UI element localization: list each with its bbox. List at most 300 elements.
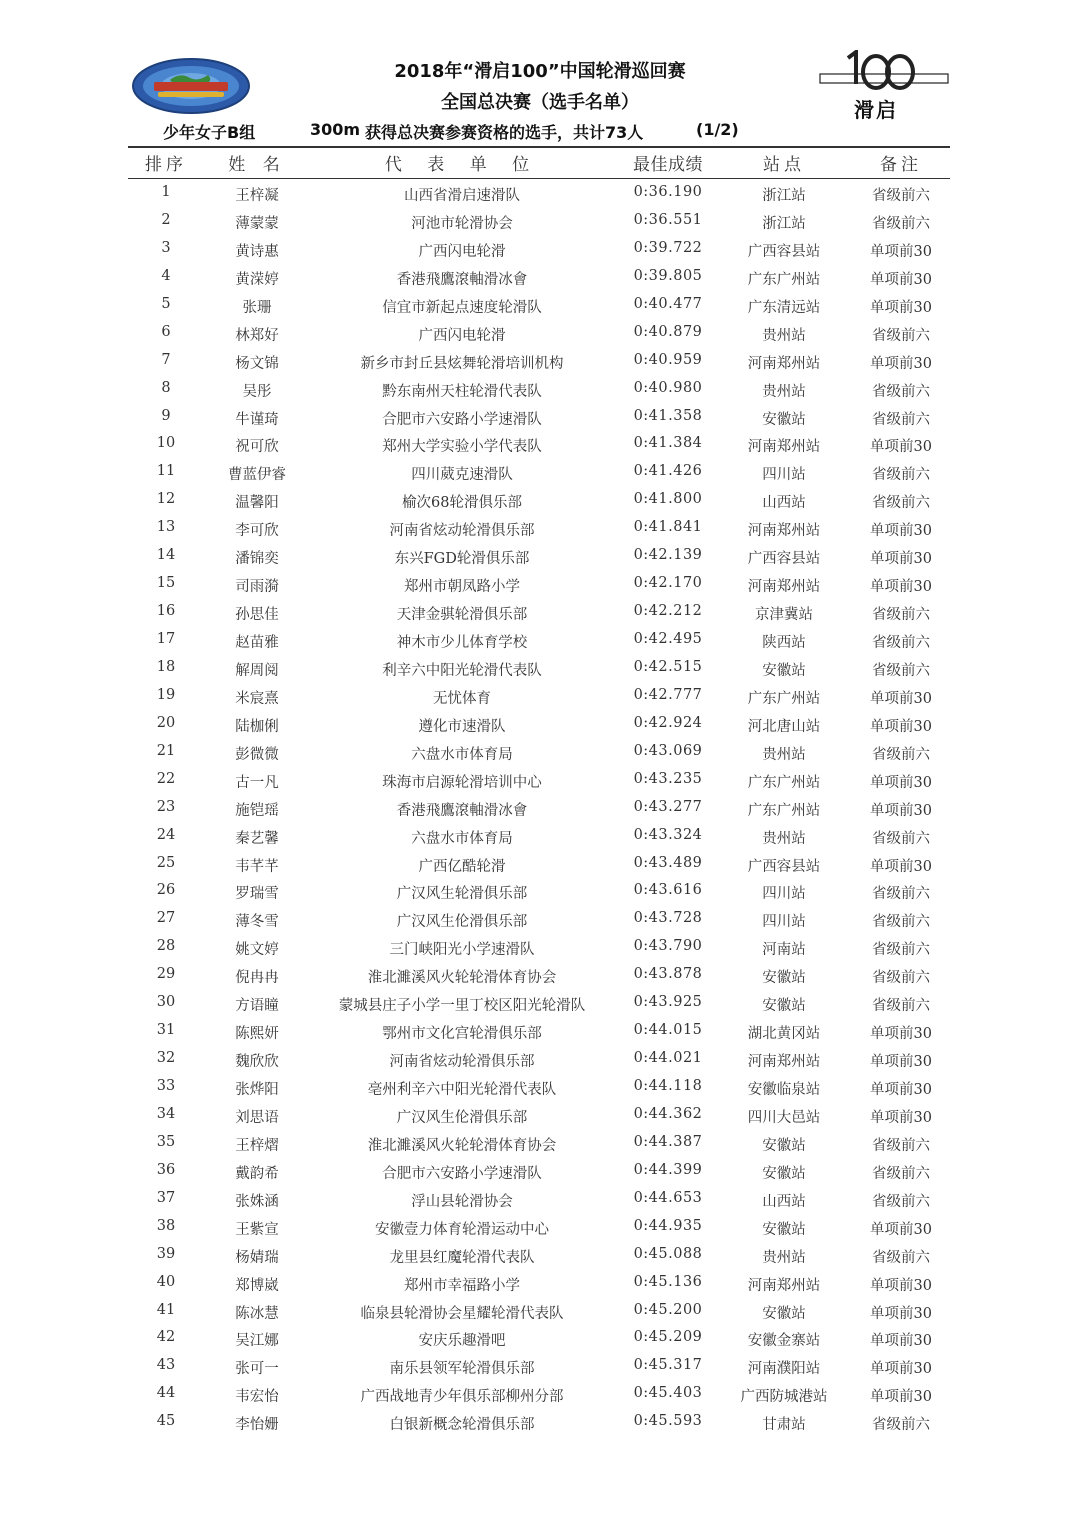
row-athlete-name: 黄溁婷 [235,271,279,288]
row-note: 单项前30 [870,1082,932,1098]
row-note: 单项前30 [870,523,932,540]
row-station: 河南郑州站 [747,523,821,540]
row-rank: 2 [161,211,171,228]
row-rank: 5 [161,295,171,312]
row-best-time: 0:45.403 [633,1385,703,1402]
table-row [0,264,1080,292]
row-best-time: 0:45.200 [633,1301,703,1318]
row-station: 四川站 [762,467,806,484]
row-team-unit: 郑州市朝凤路小学 [404,579,520,596]
row-station: 广西容县站 [747,243,821,260]
row-team-unit: 郑州市幸福路小学 [404,1277,520,1294]
row-athlete-name: 米宸熹 [235,690,279,707]
group-label: 少年女子B组 [163,123,256,142]
row-station: 四川站 [762,886,806,903]
row-station: 河南郑州站 [747,1277,821,1294]
row-team-unit: 临泉县轮滑协会星耀轮滑代表队 [360,1305,564,1322]
row-team-unit: 白银新概念轮滑俱乐部 [389,1417,535,1434]
header-top-divider [128,146,950,148]
row-best-time: 0:41.384 [633,435,703,452]
row-note: 省级前六 [872,886,930,903]
table-row [0,851,1080,879]
row-rank: 17 [156,631,176,647]
row-team-unit: 合肥市六安路小学速滑队 [382,1165,542,1182]
row-athlete-name: 黄诗惠 [235,243,279,260]
table-row [0,180,1080,208]
row-best-time: 0:41.426 [633,463,703,480]
row-note: 省级前六 [872,495,930,512]
row-station: 安徽站 [762,998,806,1015]
row-best-time: 0:45.088 [633,1245,703,1262]
row-rank: 13 [156,519,176,536]
row-best-time: 0:44.653 [633,1189,703,1206]
page-title: 2018年“滑启100”中国轮滑巡回赛 [394,61,686,82]
table-row [0,1409,1080,1437]
row-note: 单项前30 [870,243,932,260]
row-best-time: 0:41.841 [633,519,703,536]
row-best-time: 0:40.980 [633,379,703,396]
table-row [0,795,1080,823]
row-team-unit: 河池市轮滑协会 [411,215,513,232]
column-header-rank: 排序 [145,155,187,175]
row-station: 河南濮阳站 [747,1361,821,1378]
row-best-time: 0:44.118 [633,1078,703,1094]
row-station: 河南郑州站 [747,355,821,372]
row-station: 山西站 [762,495,806,512]
row-note: 单项前30 [870,858,932,875]
table-row [0,627,1080,655]
row-note: 省级前六 [872,215,930,232]
row-note: 省级前六 [872,942,930,959]
row-rank: 31 [156,1022,176,1039]
row-note: 省级前六 [872,970,930,987]
row-team-unit: 合肥市六安路小学速滑队 [382,411,542,428]
row-best-time: 0:42.495 [633,631,703,647]
row-team-unit: 神木市少儿体育学校 [396,635,528,651]
row-note: 单项前30 [870,1389,932,1406]
row-station: 四川站 [762,914,806,931]
row-athlete-name: 孙思佳 [235,607,279,624]
row-best-time: 0:44.021 [633,1050,703,1067]
row-station: 广东广州站 [747,802,821,819]
row-best-time: 0:43.277 [633,798,703,815]
table-header [0,150,1080,176]
table-row [0,1186,1080,1214]
row-station: 贵州站 [762,746,806,763]
row-athlete-name: 方语瞳 [235,998,279,1015]
row-team-unit: 遵化市速滑队 [418,718,506,735]
row-best-time: 0:43.790 [633,938,703,955]
row-team-unit: 四川葳克速滑队 [411,467,513,484]
row-note: 单项前30 [870,1221,932,1238]
row-station: 河南郑州站 [747,579,821,596]
row-note: 单项前30 [870,1109,932,1126]
row-rank: 37 [156,1189,176,1206]
row-note: 省级前六 [872,188,930,204]
row-station: 安徽站 [762,970,806,987]
row-athlete-name: 王梓熠 [235,1137,279,1154]
row-station: 安徽临泉站 [747,1082,821,1098]
row-athlete-name: 姚文婷 [235,942,279,959]
row-rank: 19 [156,686,176,703]
row-best-time: 0:44.935 [633,1217,703,1234]
row-rank: 12 [156,491,176,508]
row-note: 单项前30 [870,579,932,596]
row-rank: 41 [156,1301,176,1318]
row-best-time: 0:42.212 [633,603,703,620]
row-athlete-name: 祝可欣 [235,439,279,456]
row-rank: 25 [156,854,176,871]
row-note: 单项前30 [870,271,932,288]
row-rank: 1 [161,184,171,200]
row-note: 单项前30 [870,439,932,456]
row-rank: 34 [156,1105,176,1122]
row-athlete-name: 温馨阳 [235,495,279,512]
table-row [0,292,1080,320]
row-note: 单项前30 [870,1054,932,1071]
row-athlete-name: 潘锦奕 [235,551,279,568]
row-station: 安徽站 [762,411,806,428]
row-note: 省级前六 [872,327,930,344]
row-team-unit: 龙里县红魔轮滑代表队 [389,1249,535,1266]
row-rank: 3 [161,239,171,256]
row-station: 山西站 [762,1193,806,1210]
table-row [0,1325,1080,1353]
row-note: 省级前六 [872,746,930,763]
row-best-time: 0:44.399 [633,1161,703,1178]
row-note: 省级前六 [872,1165,930,1182]
row-note: 单项前30 [870,551,932,568]
row-team-unit: 榆次68轮滑俱乐部 [402,495,522,512]
table-row [0,459,1080,487]
row-athlete-name: 彭微微 [235,746,279,763]
row-team-unit: 新乡市封丘县炫舞轮滑培训机构 [360,355,564,372]
row-best-time: 0:40.879 [633,323,703,340]
row-rank: 38 [156,1217,176,1234]
table-row [0,571,1080,599]
row-athlete-name: 王紫宣 [235,1221,279,1238]
row-note: 单项前30 [870,355,932,372]
row-athlete-name: 李怡姗 [235,1417,279,1434]
row-station: 广东广州站 [747,690,821,707]
table-row [0,320,1080,348]
row-rank: 7 [161,351,171,368]
row-athlete-name: 韦宏怡 [235,1389,279,1406]
column-header-note: 备注 [880,155,922,175]
row-athlete-name: 陆枷俐 [235,718,279,735]
row-best-time: 0:42.515 [633,658,703,675]
row-team-unit: 黔东南州天柱轮滑代表队 [382,383,542,400]
athlete-table-body [0,180,1080,1437]
row-rank: 29 [156,966,176,983]
table-row [0,515,1080,543]
row-athlete-name: 解周阅 [235,662,279,679]
row-athlete-name: 林郑好 [235,327,279,344]
row-team-unit: 亳州利辛六中阳光轮滑代表队 [367,1082,557,1098]
table-row [0,1046,1080,1074]
row-note: 单项前30 [870,690,932,707]
table-row [0,990,1080,1018]
row-athlete-name: 李可欣 [235,523,279,540]
row-station: 贵州站 [762,327,806,344]
row-team-unit: 鄂州市文化宫轮滑俱乐部 [382,1026,542,1043]
row-station: 浙江站 [762,188,806,204]
row-athlete-name: 张烨阳 [235,1082,279,1098]
row-station: 安徽站 [762,1137,806,1154]
table-row [0,711,1080,739]
row-athlete-name: 吴彤 [242,383,272,400]
row-best-time: 0:40.477 [633,295,703,312]
row-station: 安徽站 [762,1305,806,1322]
row-team-unit: 信宜市新起点速度轮滑队 [382,299,542,316]
row-rank: 45 [156,1413,176,1430]
row-team-unit: 南乐县领军轮滑俱乐部 [389,1361,535,1378]
table-row [0,1353,1080,1381]
row-rank: 14 [156,547,176,564]
row-rank: 11 [156,463,176,480]
row-athlete-name: 薄冬雪 [235,914,279,931]
row-best-time: 0:43.489 [633,854,703,871]
row-best-time: 0:36.551 [633,211,703,228]
row-athlete-name: 牛谨琦 [235,411,279,428]
table-row [0,348,1080,376]
row-best-time: 0:42.170 [633,575,703,592]
row-note: 省级前六 [872,383,930,400]
header-bottom-divider [128,178,950,179]
row-note: 省级前六 [872,662,930,679]
row-rank: 20 [156,714,176,731]
table-row [0,1018,1080,1046]
row-best-time: 0:43.324 [633,826,703,843]
row-rank: 39 [156,1245,176,1262]
row-team-unit: 天津金骐轮滑俱乐部 [396,607,528,624]
row-rank: 15 [156,575,176,592]
row-station: 广东广州站 [747,774,821,791]
row-athlete-name: 张可一 [235,1361,279,1378]
row-best-time: 0:39.805 [633,267,703,284]
row-team-unit: 三门峡阳光小学速滑队 [389,942,535,959]
row-station: 陕西站 [762,635,806,651]
page-indicator: (1/2) [696,120,739,139]
table-row [0,1130,1080,1158]
row-note: 省级前六 [872,635,930,651]
row-note: 单项前30 [870,1026,932,1043]
table-row [0,906,1080,934]
row-note: 省级前六 [872,914,930,931]
row-athlete-name: 韦芊芊 [235,858,279,875]
table-row [0,404,1080,432]
row-note: 单项前30 [870,718,932,735]
row-best-time: 0:42.924 [633,714,703,731]
row-athlete-name: 赵苗雅 [235,635,279,651]
skate-brand-emblem-icon [818,50,950,94]
row-best-time: 0:40.959 [633,351,703,368]
row-rank: 8 [161,379,171,396]
row-team-unit: 广汉风生轮滑俱乐部 [396,886,528,903]
row-rank: 43 [156,1357,176,1374]
row-station: 河南郑州站 [747,439,821,456]
table-row [0,934,1080,962]
row-team-unit: 珠海市启源轮滑培训中心 [382,774,542,791]
row-athlete-name: 倪冉冉 [235,970,279,987]
row-station: 贵州站 [762,383,806,400]
table-row [0,1270,1080,1298]
row-athlete-name: 曹蓝伊睿 [228,467,286,484]
column-header-unit: 代 表 单 位 [384,155,540,175]
row-team-unit: 利辛六中阳光轮滑代表队 [382,662,542,679]
row-athlete-name: 戴韵希 [235,1165,279,1182]
row-note: 单项前30 [870,774,932,791]
row-rank: 27 [156,910,176,927]
table-row [0,1214,1080,1242]
row-rank: 44 [156,1385,176,1402]
row-rank: 18 [156,658,176,675]
row-team-unit: 淮北濉溪风火轮轮滑体育协会 [367,1137,557,1154]
row-rank: 28 [156,938,176,955]
row-athlete-name: 吴江娜 [235,1333,279,1350]
row-best-time: 0:36.190 [633,184,703,200]
column-header-name: 姓 名 [228,155,286,175]
row-athlete-name: 郑博崴 [235,1277,279,1294]
row-rank: 36 [156,1161,176,1178]
table-row [0,1158,1080,1186]
row-athlete-name: 张珊 [242,299,272,316]
row-station: 河南站 [762,942,806,959]
row-best-time: 0:43.925 [633,994,703,1011]
row-station: 河北唐山站 [747,718,821,735]
row-team-unit: 浮山县轮滑协会 [411,1193,513,1210]
row-note: 单项前30 [870,802,932,819]
row-team-unit: 安庆乐趣滑吧 [418,1333,506,1350]
row-team-unit: 广西闪电轮滑 [418,243,506,260]
row-athlete-name: 薄蒙蒙 [235,215,279,232]
table-row [0,1074,1080,1102]
row-team-unit: 河南省炫动轮滑俱乐部 [389,523,535,540]
row-note: 省级前六 [872,607,930,624]
row-team-unit: 淮北濉溪风火轮轮滑体育协会 [367,970,557,987]
row-station: 广东广州站 [747,271,821,288]
row-rank: 24 [156,826,176,843]
row-rank: 4 [161,267,171,284]
row-rank: 35 [156,1133,176,1150]
row-note: 单项前30 [870,299,932,316]
group-info-line [0,120,1080,142]
table-row [0,683,1080,711]
row-station: 贵州站 [762,830,806,847]
row-athlete-name: 秦艺馨 [235,830,279,847]
row-rank: 33 [156,1078,176,1094]
table-row [0,962,1080,990]
row-station: 广西容县站 [747,551,821,568]
row-best-time: 0:39.722 [633,239,703,256]
row-team-unit: 广西闪电轮滑 [418,327,506,344]
row-station: 京津冀站 [755,607,813,624]
row-team-unit: 安徽壹力体育轮滑运动中心 [375,1221,549,1238]
row-rank: 9 [161,407,171,424]
row-note: 单项前30 [870,1277,932,1294]
row-best-time: 0:45.209 [633,1329,703,1346]
row-team-unit: 广汉风生伦滑俱乐部 [396,1109,528,1126]
page-subtitle: 全国总决赛（选手名单） [441,92,639,113]
row-rank: 10 [156,435,176,452]
row-note: 省级前六 [872,411,930,428]
table-row [0,599,1080,627]
row-athlete-name: 陈熙妍 [235,1026,279,1043]
table-row [0,431,1080,459]
row-best-time: 0:43.616 [633,882,703,899]
row-station: 安徽站 [762,662,806,679]
row-rank: 6 [161,323,171,340]
row-station: 安徽站 [762,1165,806,1182]
row-note: 省级前六 [872,830,930,847]
row-best-time: 0:42.139 [633,547,703,564]
row-note: 省级前六 [872,1137,930,1154]
row-rank: 22 [156,770,176,787]
column-header-best-time: 最佳成绩 [633,155,703,175]
row-athlete-name: 张姝涵 [235,1193,279,1210]
row-station: 广东清远站 [747,299,821,316]
row-team-unit: 六盘水市体育局 [411,830,513,847]
row-rank: 21 [156,742,176,759]
row-station: 河南郑州站 [747,1054,821,1071]
row-athlete-name: 古一凡 [235,774,279,791]
row-team-unit: 广汉风生伦滑俱乐部 [396,914,528,931]
table-row [0,878,1080,906]
row-team-unit: 广西亿酷轮滑 [418,858,506,875]
row-athlete-name: 王梓凝 [235,188,279,204]
row-best-time: 0:43.069 [633,742,703,759]
row-team-unit: 香港飛鷹滾軸滑冰會 [396,802,528,819]
row-best-time: 0:43.728 [633,910,703,927]
table-row [0,376,1080,404]
row-best-time: 0:45.136 [633,1273,703,1290]
row-station: 贵州站 [762,1249,806,1266]
row-team-unit: 河南省炫动轮滑俱乐部 [389,1054,535,1071]
row-station: 广西防城港站 [740,1389,828,1406]
table-row [0,208,1080,236]
row-station: 四川大邑站 [747,1109,821,1126]
brand-logo-text: 滑启 [854,98,898,122]
row-rank: 42 [156,1329,176,1346]
row-rank: 23 [156,798,176,815]
table-row [0,1381,1080,1409]
table-row [0,739,1080,767]
row-athlete-name: 刘思语 [235,1109,279,1126]
row-athlete-name: 罗瑞雪 [235,886,279,903]
row-team-unit: 香港飛鷹滾軸滑冰會 [396,271,528,288]
row-note: 省级前六 [872,1193,930,1210]
row-team-unit: 山西省滑启速滑队 [404,188,520,204]
row-rank: 30 [156,994,176,1011]
table-row [0,1242,1080,1270]
row-team-unit: 蒙城县庄子小学一里丁校区阳光轮滑队 [338,998,586,1015]
row-station: 浙江站 [762,215,806,232]
row-athlete-name: 杨文锦 [235,355,279,372]
row-note: 单项前30 [870,1361,932,1378]
row-best-time: 0:44.362 [633,1105,703,1122]
table-row [0,767,1080,795]
row-athlete-name: 魏欣欣 [235,1054,279,1071]
row-station: 安徽金寨站 [747,1333,821,1350]
row-team-unit: 东兴FGD轮滑俱乐部 [394,551,530,568]
table-row [0,236,1080,264]
row-best-time: 0:43.235 [633,770,703,787]
distance-label: 300m [310,120,361,139]
row-note: 单项前30 [870,1333,932,1350]
row-team-unit: 郑州大学实验小学代表队 [382,439,542,456]
row-team-unit: 广西战地青少年俱乐部柳州分部 [360,1389,564,1406]
row-note: 省级前六 [872,467,930,484]
